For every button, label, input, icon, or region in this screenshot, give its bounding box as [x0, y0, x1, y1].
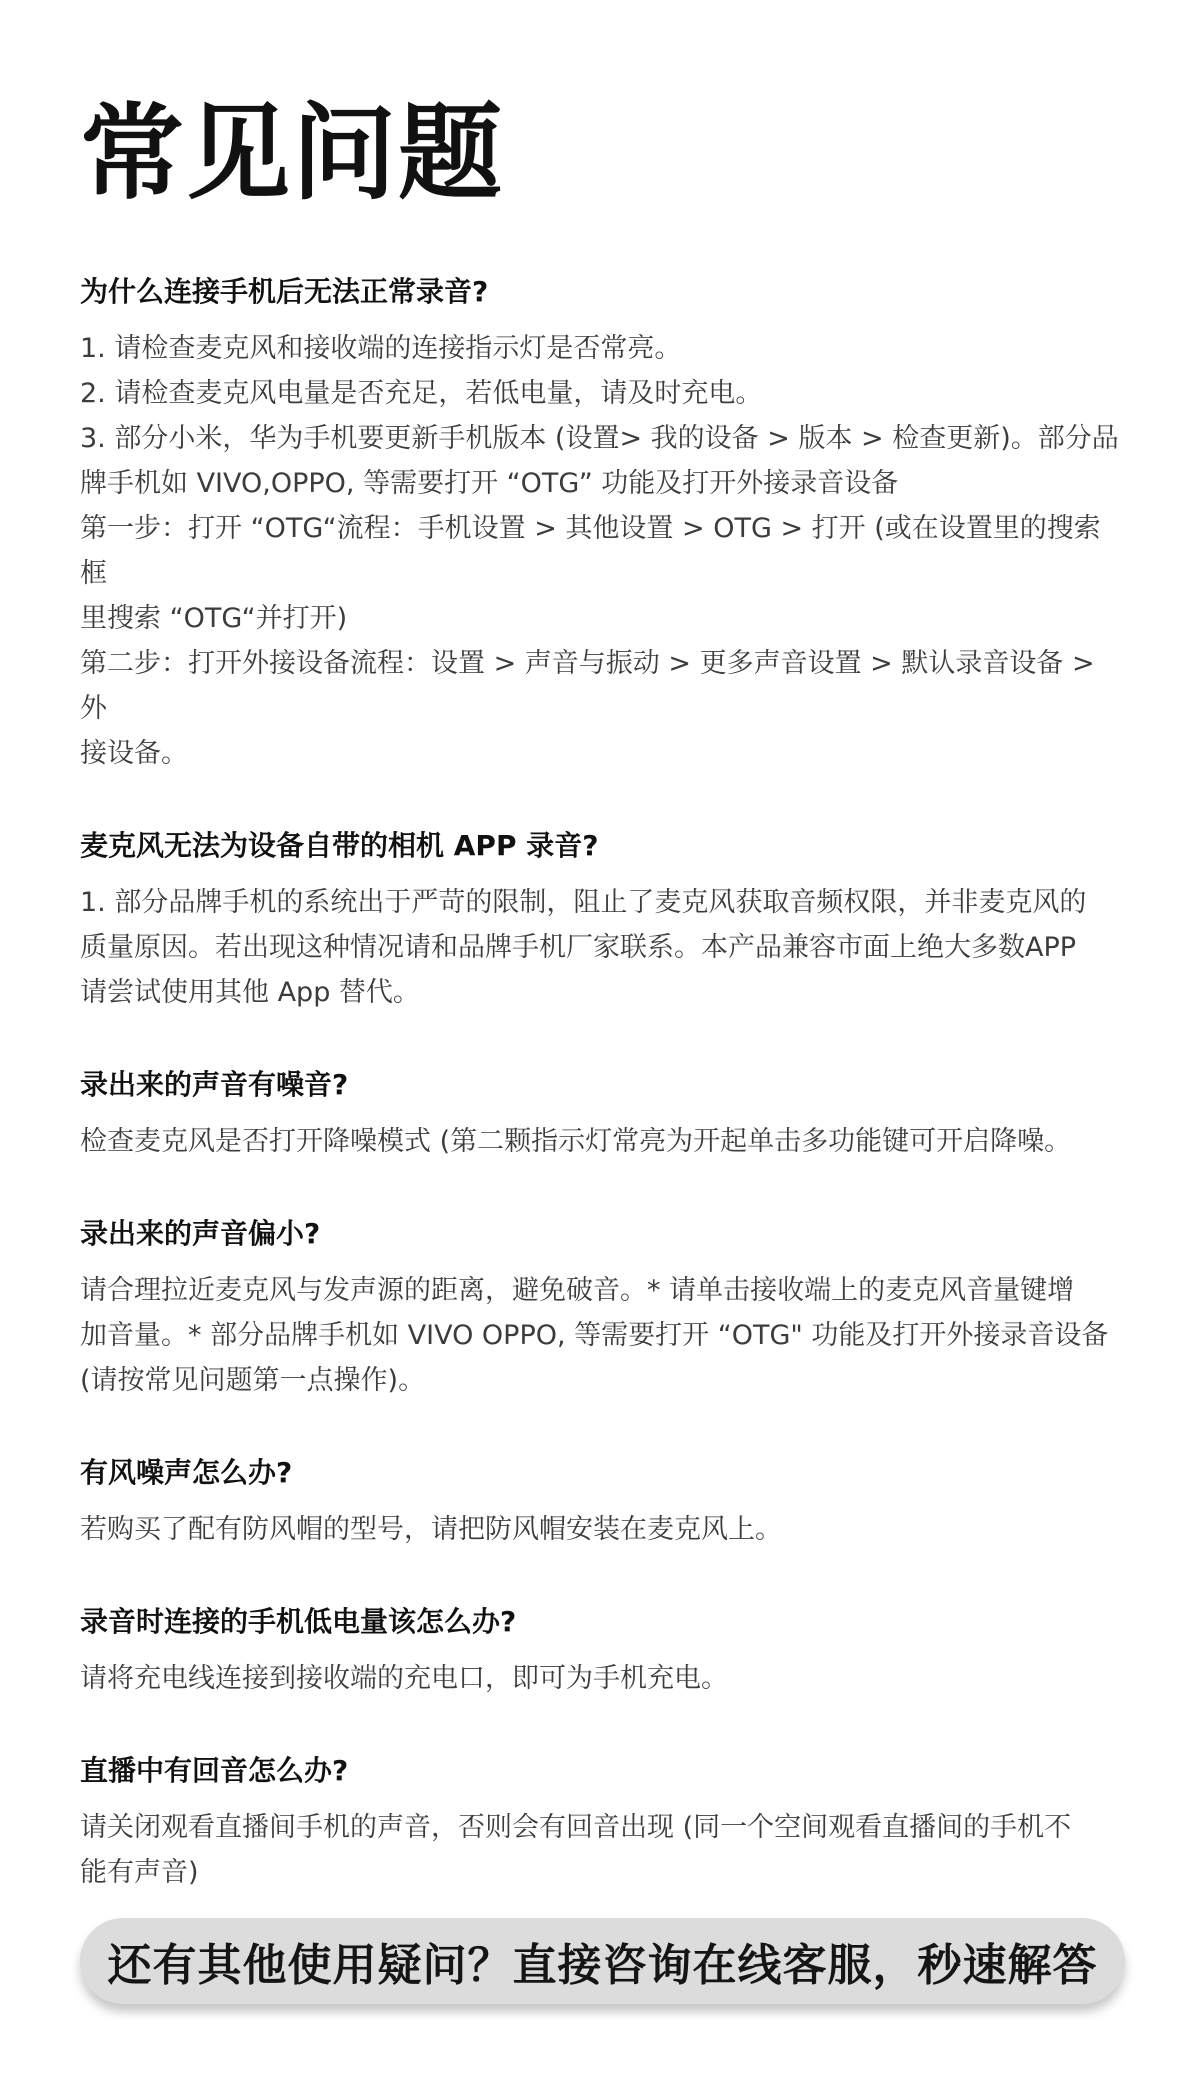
- faq-answer-line: 能有声音): [80, 1857, 199, 1888]
- faq-page: [80, 0, 1125, 1947]
- faq-answer-line: 里搜索 “OTG“并打开): [80, 603, 348, 634]
- faq-answer-line: 请将充电线连接到接收端的充电口，即可为手机充电。: [80, 1663, 728, 1694]
- faq-item: [80, 1753, 1125, 1895]
- faq-answer-line: 检查麦克风是否打开降噪模式 (第二颗指示灯常亮为开起单击多功能键可开启降噪。: [80, 1126, 1072, 1157]
- faq-answer-line: 3. 部分小米，华为手机要更新手机版本 (设置> 我的设备 > 版本 > 检查更新)。部分品: [80, 423, 1119, 454]
- faq-answer-line: 1. 部分品牌手机的系统出于严苛的限制，阻止了麦克风获取音频权限，并非麦克风的: [80, 887, 1087, 918]
- faq-item: [80, 828, 1125, 1015]
- faq-list: [80, 274, 1125, 1895]
- faq-answer-line: 1. 请检查麦克风和接收端的连接指示灯是否常亮。: [80, 333, 682, 364]
- faq-answer-line: (请按常见问题第一点操作)。: [80, 1365, 426, 1396]
- page-title: 常见问题: [80, 92, 505, 214]
- cta-label: 还有其他使用疑问？直接咨询在线客服，秒速解答: [107, 1940, 1098, 1991]
- faq-question: 录出来的声音有噪音?: [80, 1068, 349, 1101]
- faq-answer-line: 牌手机如 VIVO,OPPO, 等需要打开 “OTG” 功能及打开外接录音设备: [80, 468, 899, 499]
- faq-answer-line: 请尝试使用其他 App 替代。: [80, 977, 420, 1008]
- faq-item: [80, 1455, 1125, 1552]
- faq-answer-line: 接设备。: [80, 738, 188, 769]
- faq-answer-line: 加音量。* 部分品牌手机如 VIVO OPPO, 等需要打开 “OTG" 功能及打开外接录音设备: [80, 1320, 1109, 1351]
- faq-item: [80, 1067, 1125, 1164]
- faq-question: 有风噪声怎么办?: [80, 1456, 293, 1489]
- faq-question: 录出来的声音偏小?: [80, 1217, 321, 1250]
- faq-answer-line: 2. 请检查麦克风电量是否充足，若低电量，请及时充电。: [80, 378, 763, 409]
- faq-item: [80, 1216, 1125, 1403]
- faq-item: [80, 1604, 1125, 1701]
- faq-answer-line: 质量原因。若出现这种情况请和品牌手机厂家联系。本产品兼容市面上绝大多数APP: [80, 932, 1077, 963]
- faq-answer-line: 第一步：打开 “OTG“流程：手机设置 > 其他设置 > OTG > 打开 (或在设置里的搜索框: [80, 513, 1101, 589]
- faq-answer-line: 请合理拉近麦克风与发声源的距离，避免破音。* 请单击接收端上的麦克风音量键增: [80, 1275, 1075, 1306]
- faq-item: [80, 274, 1125, 776]
- faq-question: 直播中有回音怎么办?: [80, 1754, 349, 1787]
- customer-service-cta-button[interactable]: [80, 1918, 1125, 2004]
- faq-answer-line: 若购买了配有防风帽的型号，请把防风帽安装在麦克风上。: [80, 1514, 782, 1545]
- faq-answer-line: 请关闭观看直播间手机的声音，否则会有回音出现 (同一个空间观看直播间的手机不: [80, 1812, 1072, 1843]
- faq-question: 录音时连接的手机低电量该怎么办?: [80, 1605, 517, 1638]
- faq-answer-line: 第二步：打开外接设备流程：设置 > 声音与振动 > 更多声音设置 > 默认录音设备 > 外: [80, 648, 1095, 724]
- faq-question: 麦克风无法为设备自带的相机 APP 录音?: [80, 829, 599, 862]
- faq-question: 为什么连接手机后无法正常录音?: [80, 275, 489, 308]
